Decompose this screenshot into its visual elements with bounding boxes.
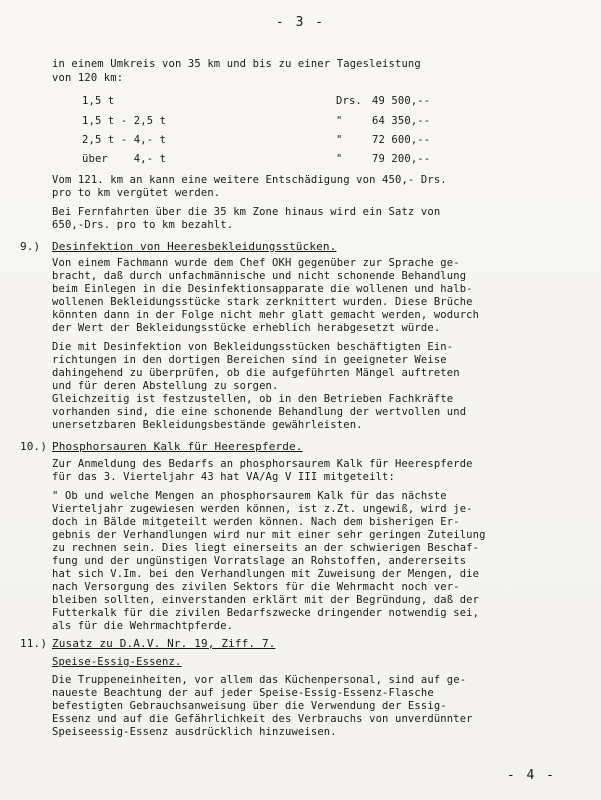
rate-row: [82, 115, 502, 129]
section-heading: [20, 637, 580, 650]
rate-currency: Drs.: [336, 95, 362, 107]
page-number-bottom: - 4 -: [506, 768, 556, 783]
section-title: Zusatz zu D.A.V. Nr. 19, Ziff. 7.: [52, 637, 276, 650]
intro-line-2: von 120 km:: [52, 72, 124, 84]
section-paragraph: Zur Anmeldung des Bedarfs an phosphorsaurem Kalk für Heerespferde für das 3. Vierteljahr 43 hat VA/Ag V III mitgeteilt:: [52, 458, 473, 483]
section-subtitle: Speise-Essig-Essenz.: [52, 656, 182, 668]
section-title: Phosphorsauren Kalk für Heerespferde.: [52, 440, 303, 453]
rate-currency: ": [336, 134, 343, 146]
rate-row: [82, 153, 502, 167]
section-number: 10.): [20, 440, 48, 453]
rate-weight: 1,5 t: [82, 95, 115, 107]
rate-amount: 49 500,--: [372, 95, 431, 107]
page-number-top: - 3 -: [275, 15, 326, 30]
rate-currency: ": [336, 115, 343, 127]
section-paragraph: Die Truppeneinheiten, vor allem das Küchenpersonal, sind auf ge- naueste Beachtung der auf jeder Speise-Essig-Essenz-Flasche befestigten Gebrauchsanweisung über die Verwendung der Essig- Essenz und auf die Gefährlichkeit des Verbrauchs von unverdünnter Speiseessig-Essenz ausdrücklich hinzuweisen.: [52, 674, 473, 738]
rate-currency: ": [336, 153, 343, 165]
rate-row: [82, 95, 502, 109]
long-distance-note: Bei Fernfahrten über die 35 km Zone hinaus wird ein Satz von 650,-Drs. pro to km bezahlt.: [52, 206, 441, 231]
section-heading: [20, 240, 580, 253]
rate-weight: 2,5 t - 4,- t: [82, 134, 167, 146]
rate-weight: 1,5 t - 2,5 t: [82, 115, 167, 127]
section-title: Desinfektion von Heeresbekleidungsstücken.: [52, 240, 337, 253]
extra-rate-note: Vom 121. km an kann eine weitere Entschädigung von 450,- Drs. pro to km vergütet werden.: [52, 174, 447, 199]
section-number: 9.): [20, 240, 41, 253]
rate-row: [82, 134, 502, 148]
section-paragraph: Die mit Desinfektion von Bekleidungsstücken beschäftigten Ein- richtungen in den dortigen Bereichen sind in geeigneter Weise dahingehend zu überprüfen, ob die aufgeführten Mängel auftreten und für deren Abstellung zu sorgen. Gleichzeitig ist festzustellen, ob in den Betrieben Fachkräfte vorhanden sind, die eine schonende Behandlung der wertvollen und unersetzbaren Bekleidungsbestände gewährleisten.: [52, 341, 467, 431]
section-paragraph: Von einem Fachmann wurde dem Chef OKH gegenüber zur Sprache ge- bracht, daß durch unfachmännische und nicht schonende Behandlung beim Einlegen in die Desinfektionsapparate die wollenen und halb- wollenen Bekleidungsstücke stark zerknittert wurden. Diese Brüche könnten dann in der Folge nicht mehr glatt gemacht werden, wodurch der Wert der Bekleidungsstücke erheblich herabgesetzt würde.: [52, 257, 480, 334]
rate-amount: 72 600,--: [372, 134, 431, 146]
intro-line-1: in einem Umkreis von 35 km und bis zu einer Tagesleistung: [52, 58, 421, 70]
rate-weight: über 4,- t: [82, 153, 167, 165]
section-heading: [20, 440, 580, 453]
section-paragraph: " Ob und welche Mengen an phosphorsaurem Kalk für das nächste Vierteljahr zugewiesen werden können, ist z.Zt. ungewiß, wird je- doch in Bälde mitgeteilt werden können. Nach dem bisherigen Er- gebnis der Verhandlungen wird nur mit einer sehr geringen Zuteilung zu rechnen sein. Dies liegt einerseits an der schwierigen Beschaf- fung und der ungünstigen Vorratslage an Rohstoffen, andererseits hat sich V.Im. bei den Verhandlungen mit Zuweisung der Mengen, die nach Versorgung des zivilen Sektors für die Wehrmacht noch ver- bleiben sollten, einverstanden erklärt mit der Begründung, daß der Futterkalk für die zivilen Bedarfszwecke dringender notwendig sei, als für die Wehrmachtpferde.: [52, 490, 486, 632]
rate-amount: 64 350,--: [372, 115, 431, 127]
section-number: 11.): [20, 637, 48, 650]
rate-amount: 79 200,--: [372, 153, 431, 165]
